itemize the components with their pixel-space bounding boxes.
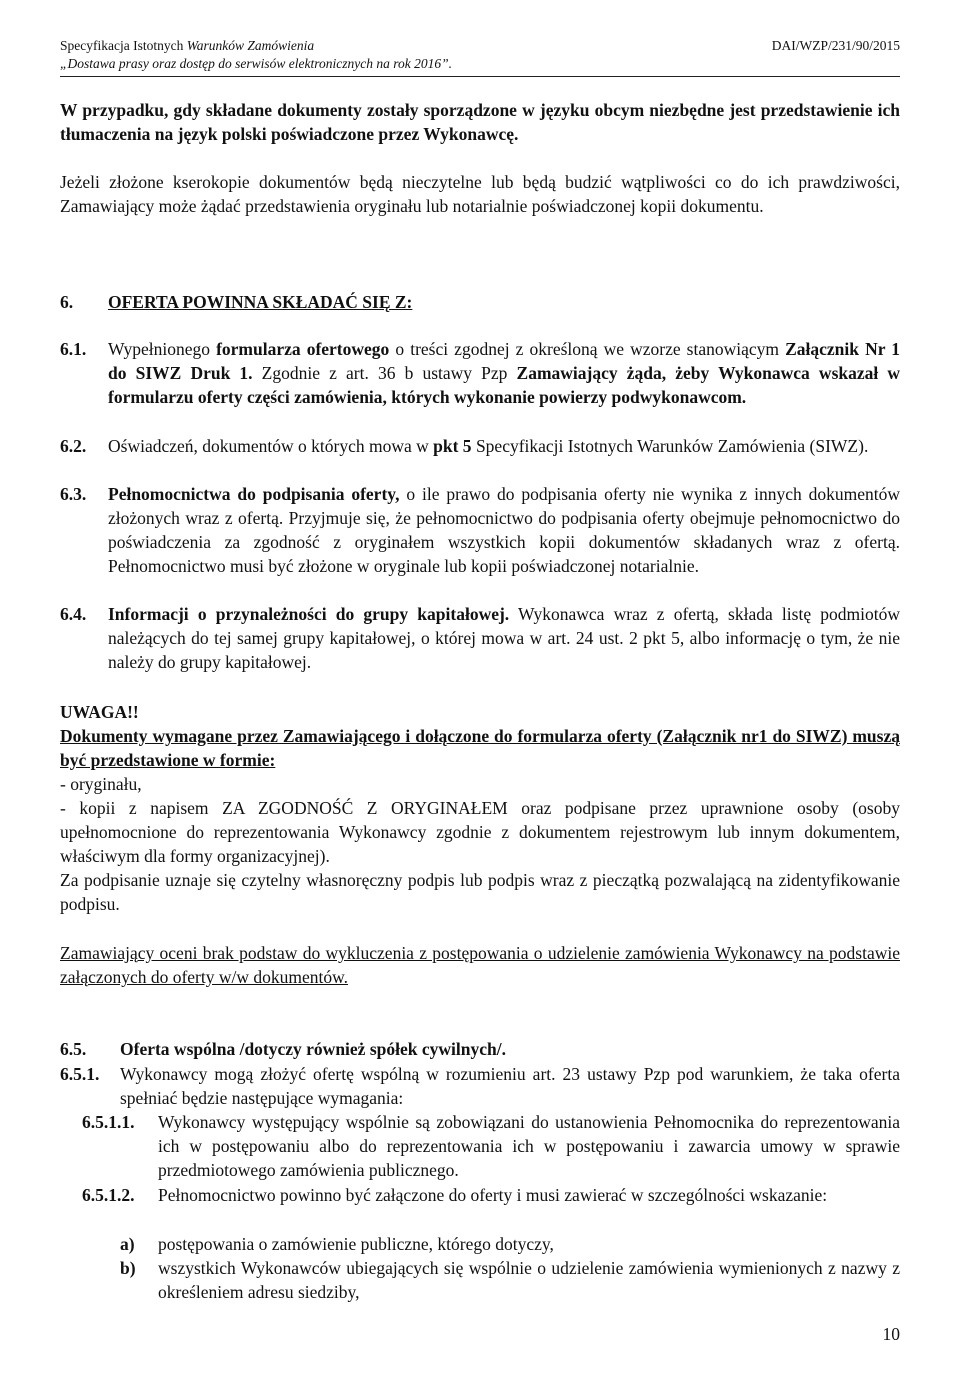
translation-paragraph: W przypadku, gdy składane dokumenty zostały sporządzone w języku obcym niezbędne jest przedstawienie ich tłumaczenia na język polski poświadczone przez Wykonawcę. xyxy=(60,100,900,144)
header-subtitle: „Dostawa prasy oraz dostęp do serwisów elektronicznych na rok 2016”. xyxy=(60,56,452,71)
uwaga-requirements: Dokumenty wymagane przez Zamawiającego i dołączone do formularza oferty (Załącznik nr1 do SIWZ) muszą być przedstawione w formie: xyxy=(60,726,900,770)
item-6-1 xyxy=(108,337,900,409)
item-text-bold: Załącznik Nr 1 do SIWZ Druk 1. xyxy=(108,339,900,383)
sub-item-label: b) xyxy=(120,1258,136,1278)
item-number: 6.3. xyxy=(60,484,87,504)
item-number: 6.1. xyxy=(60,339,87,359)
item-6-5-1-2: Pełnomocnictwo powinno być załączone do oferty i musi zawierać w szczególności wskazanie: xyxy=(158,1185,828,1205)
header-title-italic: Warunków Zamówienia xyxy=(186,38,315,53)
item-text-bold: Informacji o przynależności do grupy kapitałowej. xyxy=(108,604,510,624)
item-6-5-title: Oferta wspólna /dotyczy również spółek cywilnych/. xyxy=(120,1039,506,1059)
item-text-bold: pkt 5 xyxy=(433,436,472,456)
item-number: 6.5.1.1. xyxy=(82,1112,135,1132)
page-number: 10 xyxy=(882,1324,900,1344)
item-text: Wykonawca wraz z ofertą, składa listę podmiotów należących do tej samej grupy kapitałowej, o której mowa w art. 24 ust. 2 pkt 5, albo informację o tym, że nie należy do grupy kapitałowej. xyxy=(108,604,900,672)
document-header xyxy=(60,38,900,54)
item-text-bold: formularza ofertowego xyxy=(216,339,390,359)
sub-item-label: a) xyxy=(120,1234,135,1254)
header-rule xyxy=(60,76,900,77)
item-number: 6.2. xyxy=(60,436,87,456)
item-number: 6.5.1.2. xyxy=(82,1185,135,1205)
sub-item-a: postępowania o zamówienie publiczne, którego dotyczy, xyxy=(158,1234,554,1254)
exclusion-note: Zamawiający oceni brak podstaw do wykluczenia z postępowania o udzielenie zamówienia Wykonawcy na podstawie załączonych do oferty w/w dokumentów. xyxy=(60,943,900,987)
item-text: Wypełnionego xyxy=(108,339,217,359)
item-text: Zgodnie z art. 36 b ustawy Pzp xyxy=(252,363,517,383)
header-title: Specyfikacja Istotnych xyxy=(60,38,187,53)
item-text: o treści zgodnej z określoną we wzorze stanowiącym xyxy=(389,339,786,359)
uwaga-list-original: - oryginału, xyxy=(60,774,142,794)
item-text-bold: Zamawiający żąda, żeby Wykonawca wskazał w formularzu oferty części zamówienia, których wykonanie powierzy podwykonawcom. xyxy=(108,363,900,407)
item-6-5-1: Wykonawcy mogą złożyć ofertę wspólną w rozumieniu art. 23 ustawy Pzp pod warunkiem, że taka oferta spełniać będzie następujące wymagania: xyxy=(120,1064,900,1108)
section-title: OFERTA POWINNA SKŁADAĆ SIĘ Z: xyxy=(108,292,413,312)
item-text: Oświadczeń, dokumentów o których mowa w xyxy=(108,436,434,456)
copies-paragraph: Jeżeli złożone kserokopie dokumentów będą nieczytelne lub będą budzić wątpliwości co do ich prawdziwości, Zamawiający może żądać przedstawienia oryginału lub notarialnie poświadczonej kopii dokumentu. xyxy=(60,172,900,216)
item-text-bold: Pełnomocnictwa do podpisania oferty, xyxy=(108,484,400,504)
item-6-5-1-1: Wykonawcy występujący wspólnie są zobowiązani do ustanowienia Pełnomocnika do reprezentowania ich w postępowaniu albo do reprezentowania ich w postępowaniu i zawarcia umowy w sprawie przedmiotowego zamówienia publicznego. xyxy=(158,1112,900,1180)
uwaga-title: UWAGA!! xyxy=(60,702,139,722)
section-number: 6. xyxy=(60,292,74,312)
item-number: 6.5. xyxy=(60,1039,87,1059)
item-6-2 xyxy=(108,434,900,458)
sub-item-b: wszystkich Wykonawców ubiegających się wspólnie o udzielenie zamówienia wymienionych z nazwy z określeniem adresu siedziby, xyxy=(158,1258,900,1302)
uwaga-list-copy: - kopii z napisem ZA ZGODNOŚĆ Z ORYGINAŁEM oraz podpisane przez uprawnione osoby (osoby upełnomocnione do reprezentowania Wykonawcy zgodnie z dokumentem rejestrowym lub innym dokumentem, właściwym dla formy organizacyjnej). xyxy=(60,798,900,866)
uwaga-signature: Za podpisanie uznaje się czytelny własnoręczny podpis lub podpis wraz z pieczątką pozwalającą na zidentyfikowanie podpisu. xyxy=(60,870,900,914)
case-reference: DAI/WZP/231/90/2015 xyxy=(771,38,900,53)
item-text: Specyfikacji Istotnych Warunków Zamówienia (SIWZ). xyxy=(471,436,869,456)
item-text: o ile prawo do podpisania oferty nie wynika z innych dokumentów złożonych wraz z ofertą. Przyjmuje się, że pełnomocnictwo do podpisania oferty obejmuje pełnomocnictwo do poświadczenia za zgodność z oryginałem wszystkich kopii dokumentów składanych wraz z ofertą. Pełnomocnictwo musi być złożone w oryginale lub kopii poświadczonej notarialnie. xyxy=(108,484,900,576)
item-6-3 xyxy=(108,482,900,578)
item-6-4 xyxy=(108,602,900,674)
item-number: 6.4. xyxy=(60,604,87,624)
item-number: 6.5.1. xyxy=(60,1064,100,1084)
